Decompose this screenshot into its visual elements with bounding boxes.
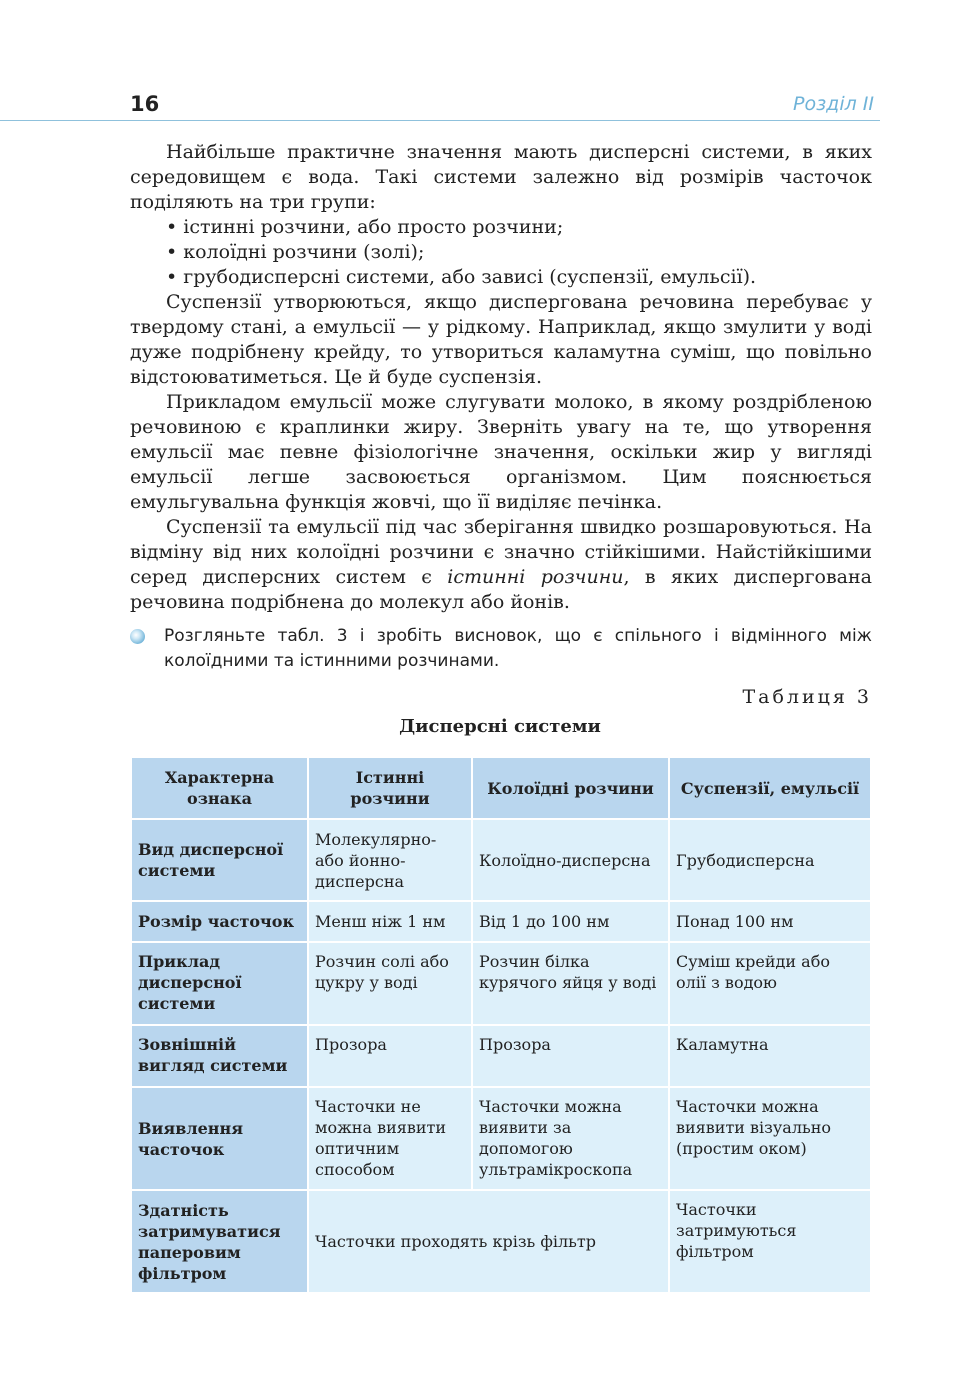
table-cell: Розчин солі або цукру у воді [308, 942, 472, 1025]
row-header: Зовнішній вигляд системи [131, 1025, 308, 1087]
paragraph-1: Найбільше практичне значення мають дисперсні системи, в яких середовищем є вода. Такі системи залежно від розмірів часточок поділяють на три групи: [130, 141, 872, 213]
table-cell: Менш ніж 1 нм [308, 901, 472, 942]
task-block [130, 624, 872, 674]
bullet-list [130, 215, 872, 290]
table-row [131, 901, 871, 942]
column-header: Істинні розчини [308, 757, 472, 819]
paragraph-3: Прикладом емульсії може слугувати молоко, в якому роздрібленою речовиною є краплинки жиру. Зверніть увагу на те, що утворення емульсії має певне фізіологічне значення, оскільки жир у вигляді емульсії легше засвоюється організмом. Цим пояснюється емульгувальна функція жовчі, що її виділяє печінка. [130, 391, 872, 513]
table-cell: Прозора [308, 1025, 472, 1087]
row-header: Здатність затримуватися паперовим фільтром [131, 1190, 308, 1293]
column-header: Характерна ознака [131, 757, 308, 819]
page-number: 16 [130, 92, 160, 116]
row-header: Розмір часточок [131, 901, 308, 942]
table-cell: Часточки проходять крізь фільтр [308, 1190, 669, 1293]
circle-icon [130, 629, 145, 644]
table-cell: Прозора [472, 1025, 669, 1087]
row-header: Вид дисперсної системи [131, 819, 308, 901]
table-row [131, 1087, 871, 1190]
table-cell: Часточки затримуються фільтром [669, 1190, 871, 1293]
table-cell: Колоїдно-дисперсна [472, 819, 669, 901]
section-title: Розділ ІІ [793, 93, 874, 115]
column-header: Суспензії, емульсії [669, 757, 871, 819]
paragraph-4 [130, 515, 872, 615]
page-header [0, 88, 880, 121]
bullet-item: • колоїдні розчини (золі); [166, 241, 425, 263]
table-cell: Розчин білка курячого яйця у воді [472, 942, 669, 1025]
table-cell: Молекулярно- або йонно- дисперсна [308, 819, 472, 901]
body-text [130, 140, 872, 615]
paragraph-4-part: Суспензії та емульсії під час зберігання швидко розшаровуються. На відміну від них колоїдні розчини є значно стійкішими. Найстійкішими серед дисперсних систем є [130, 516, 872, 588]
table-label: Таблиця 3 [742, 686, 872, 708]
paragraph-2: Суспензії утворюються, якщо диспергована речовина перебуває у твердому стані, а емульсії — у рідкому. Наприклад, якщо змулити у воді дуже подрібнену крейду, то утвориться каламутна суміш, що повільно відстоюватиметься. Це й буде суспензія. [130, 291, 872, 388]
bullet-item: • істинні розчини, або просто розчини; [166, 216, 564, 238]
table-row [131, 1190, 871, 1293]
table-cell: Суміш крейди або олії з водою [669, 942, 871, 1025]
table-cell: Каламутна [669, 1025, 871, 1087]
task-text: Розгляньте табл. 3 і зробіть висновок, що є спільного і відмінного між колоїдними та істинними розчинами. [164, 626, 872, 671]
table-cell: Понад 100 нм [669, 901, 871, 942]
bullet-item: • грубодисперсні системи, або зависі (суспензії, емульсії). [166, 266, 757, 288]
disperse-systems-table [130, 756, 872, 1294]
table-title: Дисперсні системи [399, 716, 601, 737]
table-cell: Грубодисперсна [669, 819, 871, 901]
table-cell: Часточки не можна виявити оптичним способом [308, 1087, 472, 1190]
row-header: Виявлення часточок [131, 1087, 308, 1190]
table-row [131, 942, 871, 1025]
table-row [131, 819, 871, 901]
paragraph-4-part: , в яких диспергована речовина подрібнена до молекул або йонів. [130, 566, 872, 613]
table-cell: Від 1 до 100 нм [472, 901, 669, 942]
table-row [131, 1025, 871, 1087]
table-cell: Часточки можна виявити візуально (простим оком) [669, 1087, 871, 1190]
table-header-row [131, 757, 871, 819]
term-true-solutions: істинні розчини [447, 566, 624, 588]
table-cell: Часточки можна виявити за допомогою ультрамікроскопа [472, 1087, 669, 1190]
row-header: Приклад дисперсної системи [131, 942, 308, 1025]
column-header: Колоїдні розчини [472, 757, 669, 819]
